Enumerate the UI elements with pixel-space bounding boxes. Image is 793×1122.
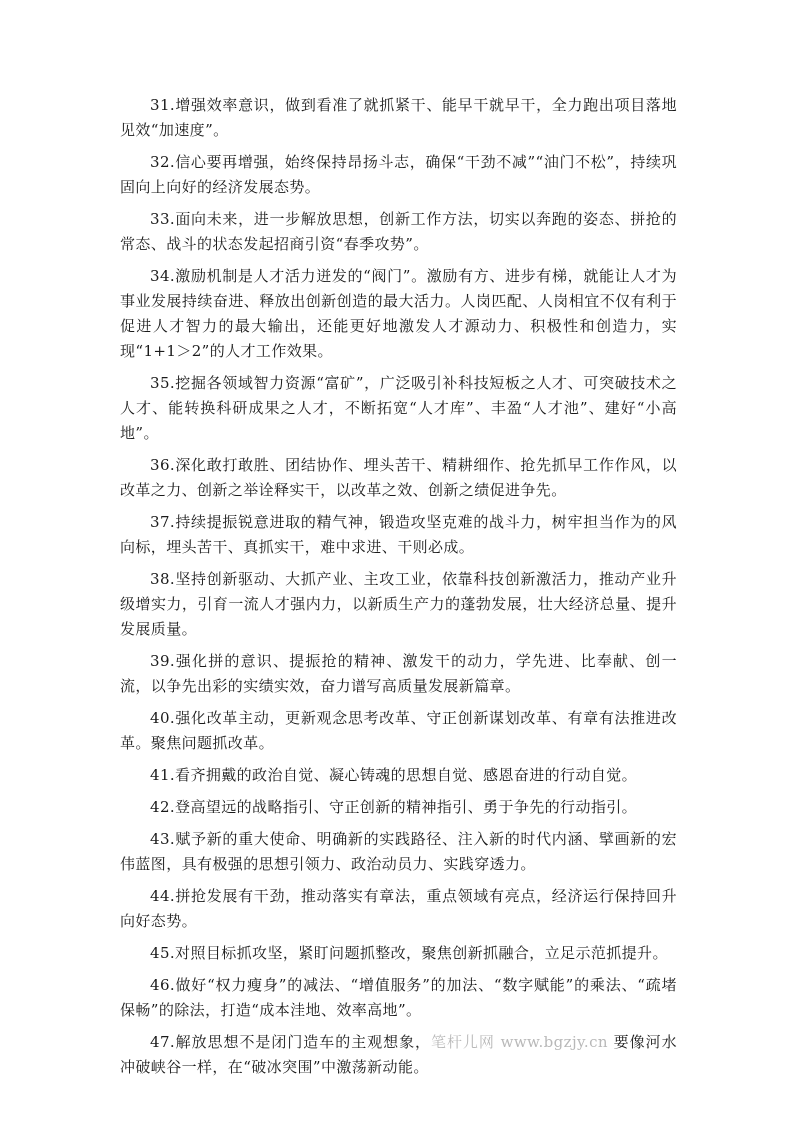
document-body [120,93,677,1087]
paragraph-43: 43.赋予新的重大使命、明确新的实践路径、注入新的时代内涵、擘画新的宏伟蓝图，具有极强的思想引领力、政治动员力、实践穿透力。 [120,830,677,873]
paragraph-32: 32.信心要再增强，始终保持昂扬斗志，确保“干劲不减”“油门不松”，持续巩固向上向好的经济发展态势。 [120,153,677,196]
paragraph-47 [120,1030,677,1080]
paragraph-46: 46.做好“权力瘦身”的减法、“增值服务”的加法、“数字赋能”的乘法、“疏堵保畅”的除法，打造“成本洼地、效率高地”。 [120,976,677,1019]
paragraph-35: 35.挖掘各领域智力资源“富矿”，广泛吸引补科技短板之人才、可突破技术之人才、能转换科研成果之人才，不断拓宽“人才库”、丰盈“人才池”、建好“小高地”。 [120,374,677,442]
paragraph-39: 39.强化拼的意识、提振抢的精神、激发干的动力，学先进、比奉献、创一流，以争先出彩的实绩实效，奋力谱写高质量发展新篇章。 [120,652,677,695]
paragraph-31: 31.增强效率意识，做到看准了就抓紧干、能早干就早干，全力跑出项目落地见效“加速度”。 [120,96,677,139]
paragraph-36: 36.深化敢打敢胜、团结协作、埋头苦干、精耕细作、抢先抓早工作作风，以改革之力、创新之举诠释实干，以改革之效、创新之绩促进争先。 [120,456,677,499]
paragraph-33: 33.面向未来，进一步解放思想，创新工作方法，切实以奔跑的姿态、拼抢的常态、战斗的状态发起招商引资“春季攻势”。 [120,210,677,253]
paragraph-41: 41.看齐拥戴的政治自觉、凝心铸魂的思想自觉、感恩奋进的行动自觉。 [150,766,638,784]
site-watermark: 笔杆儿网 www.bgzjy.cn [431,1033,608,1051]
paragraph-38: 38.坚持创新驱动、大抓产业、主攻工业，依靠科技创新激活力，推动产业升级增实力，引育一流人才强内力，以新质生产力的蓬勃发展，壮大经济总量、提升发展质量。 [120,570,677,638]
paragraph-44: 44.拼抢发展有干劲，推动落实有章法，重点领域有亮点，经济运行保持回升向好态势。 [120,887,677,930]
paragraph-47-end: 要像河水冲破峡谷一样，在“破冰突围”中激荡新动能。 [120,1033,677,1076]
paragraph-47-start: 47.解放思想不是闭门造车的主观想象， [150,1033,431,1051]
paragraph-37: 37.持续提振锐意进取的精气神，锻造攻坚克难的战斗力，树牢担当作为的风向标，埋头苦干、真抓实干，难中求进、干则必成。 [120,513,677,556]
paragraph-45: 45.对照目标抓攻坚，紧盯问题抓整改，聚焦创新抓融合，立足示范抓提升。 [150,944,668,962]
paragraph-34: 34.激励机制是人才活力迸发的“阀门”。激励有方、进步有梯，就能让人才为事业发展持续奋进、释放出创新创造的最大活力。人岗匹配、人岗相宜不仅有利于促进人才智力的最大输出，还能更好地激发人才源动力、积极性和创造力，实现“1+1＞2”的人才工作效果。 [120,267,677,360]
paragraph-42: 42.登高望远的战略指引、守正创新的精神指引、勇于争先的行动指引。 [150,798,638,816]
paragraph-40: 40.强化改革主动，更新观念思考改革、守正创新谋划改革、有章有法推进改革。聚焦问题抓改革。 [120,709,677,752]
